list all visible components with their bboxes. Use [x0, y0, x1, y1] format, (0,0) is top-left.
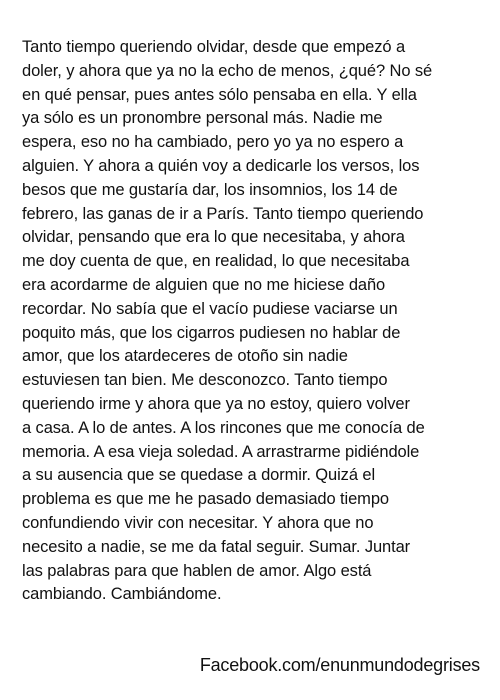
text-line: olvidar, pensando que era lo que necesitaba, y ahora [22, 228, 405, 247]
text-line: doler, y ahora que ya no la echo de menos, ¿qué? No sé [22, 61, 433, 80]
footer-credit: Facebook.com/enunmundodegrises [199, 655, 480, 675]
text-line: memoria. A esa vieja soledad. A arrastrarme pidiéndole [22, 442, 420, 461]
text-line: a casa. A lo de antes. A los rincones que me conocía de [22, 418, 425, 437]
text-line: alguien. Y ahora a quién voy a dedicarle los versos, los [22, 156, 420, 175]
text-line: febrero, las ganas de ir a París. Tanto tiempo queriendo [22, 204, 424, 223]
text-line: problema es que me he pasado demasiado tiempo [22, 490, 389, 509]
text-line: confundiendo vivir con necesitar. Y ahora que no [22, 513, 374, 532]
text-line: ya sólo es un pronombre personal más. Nadie me [22, 109, 383, 128]
text-line: cambiando. Cambiándome. [22, 585, 222, 604]
text-line: me doy cuenta de que, en realidad, lo que necesitaba [22, 252, 410, 271]
text-line: queriendo irme y ahora que ya no estoy, quiero volver [22, 394, 410, 413]
text-line: era acordarme de alguien que no me hiciese daño [22, 275, 386, 294]
text-line: estuviesen tan bien. Me desconozco. Tanto tiempo [22, 371, 388, 390]
text-line: recordar. No sabía que el vacío pudiese vaciarse un [22, 299, 398, 318]
text-line: Tanto tiempo queriendo olvidar, desde que empezó a [22, 38, 406, 56]
text-line: espera, eso no ha cambiado, pero yo ya no espero a [22, 133, 404, 152]
text-line: en qué pensar, pues antes sólo pensaba en ella. Y ella [22, 85, 417, 104]
text-line: a su ausencia que se quedase a dormir. Quizá el [22, 466, 376, 485]
text-line: amor, que los atardeceres de otoño sin nadie [22, 347, 348, 366]
text-line: las palabras para que hablen de amor. Algo está [22, 561, 372, 580]
body-text [22, 36, 482, 607]
text-line: besos que me gustaría dar, los insomnios, los 14 de [22, 180, 398, 199]
text-line: poquito más, que los cigarros pudiesen no hablar de [22, 323, 401, 342]
text-line: necesito a nadie, se me da fatal seguir. Sumar. Juntar [22, 537, 411, 556]
